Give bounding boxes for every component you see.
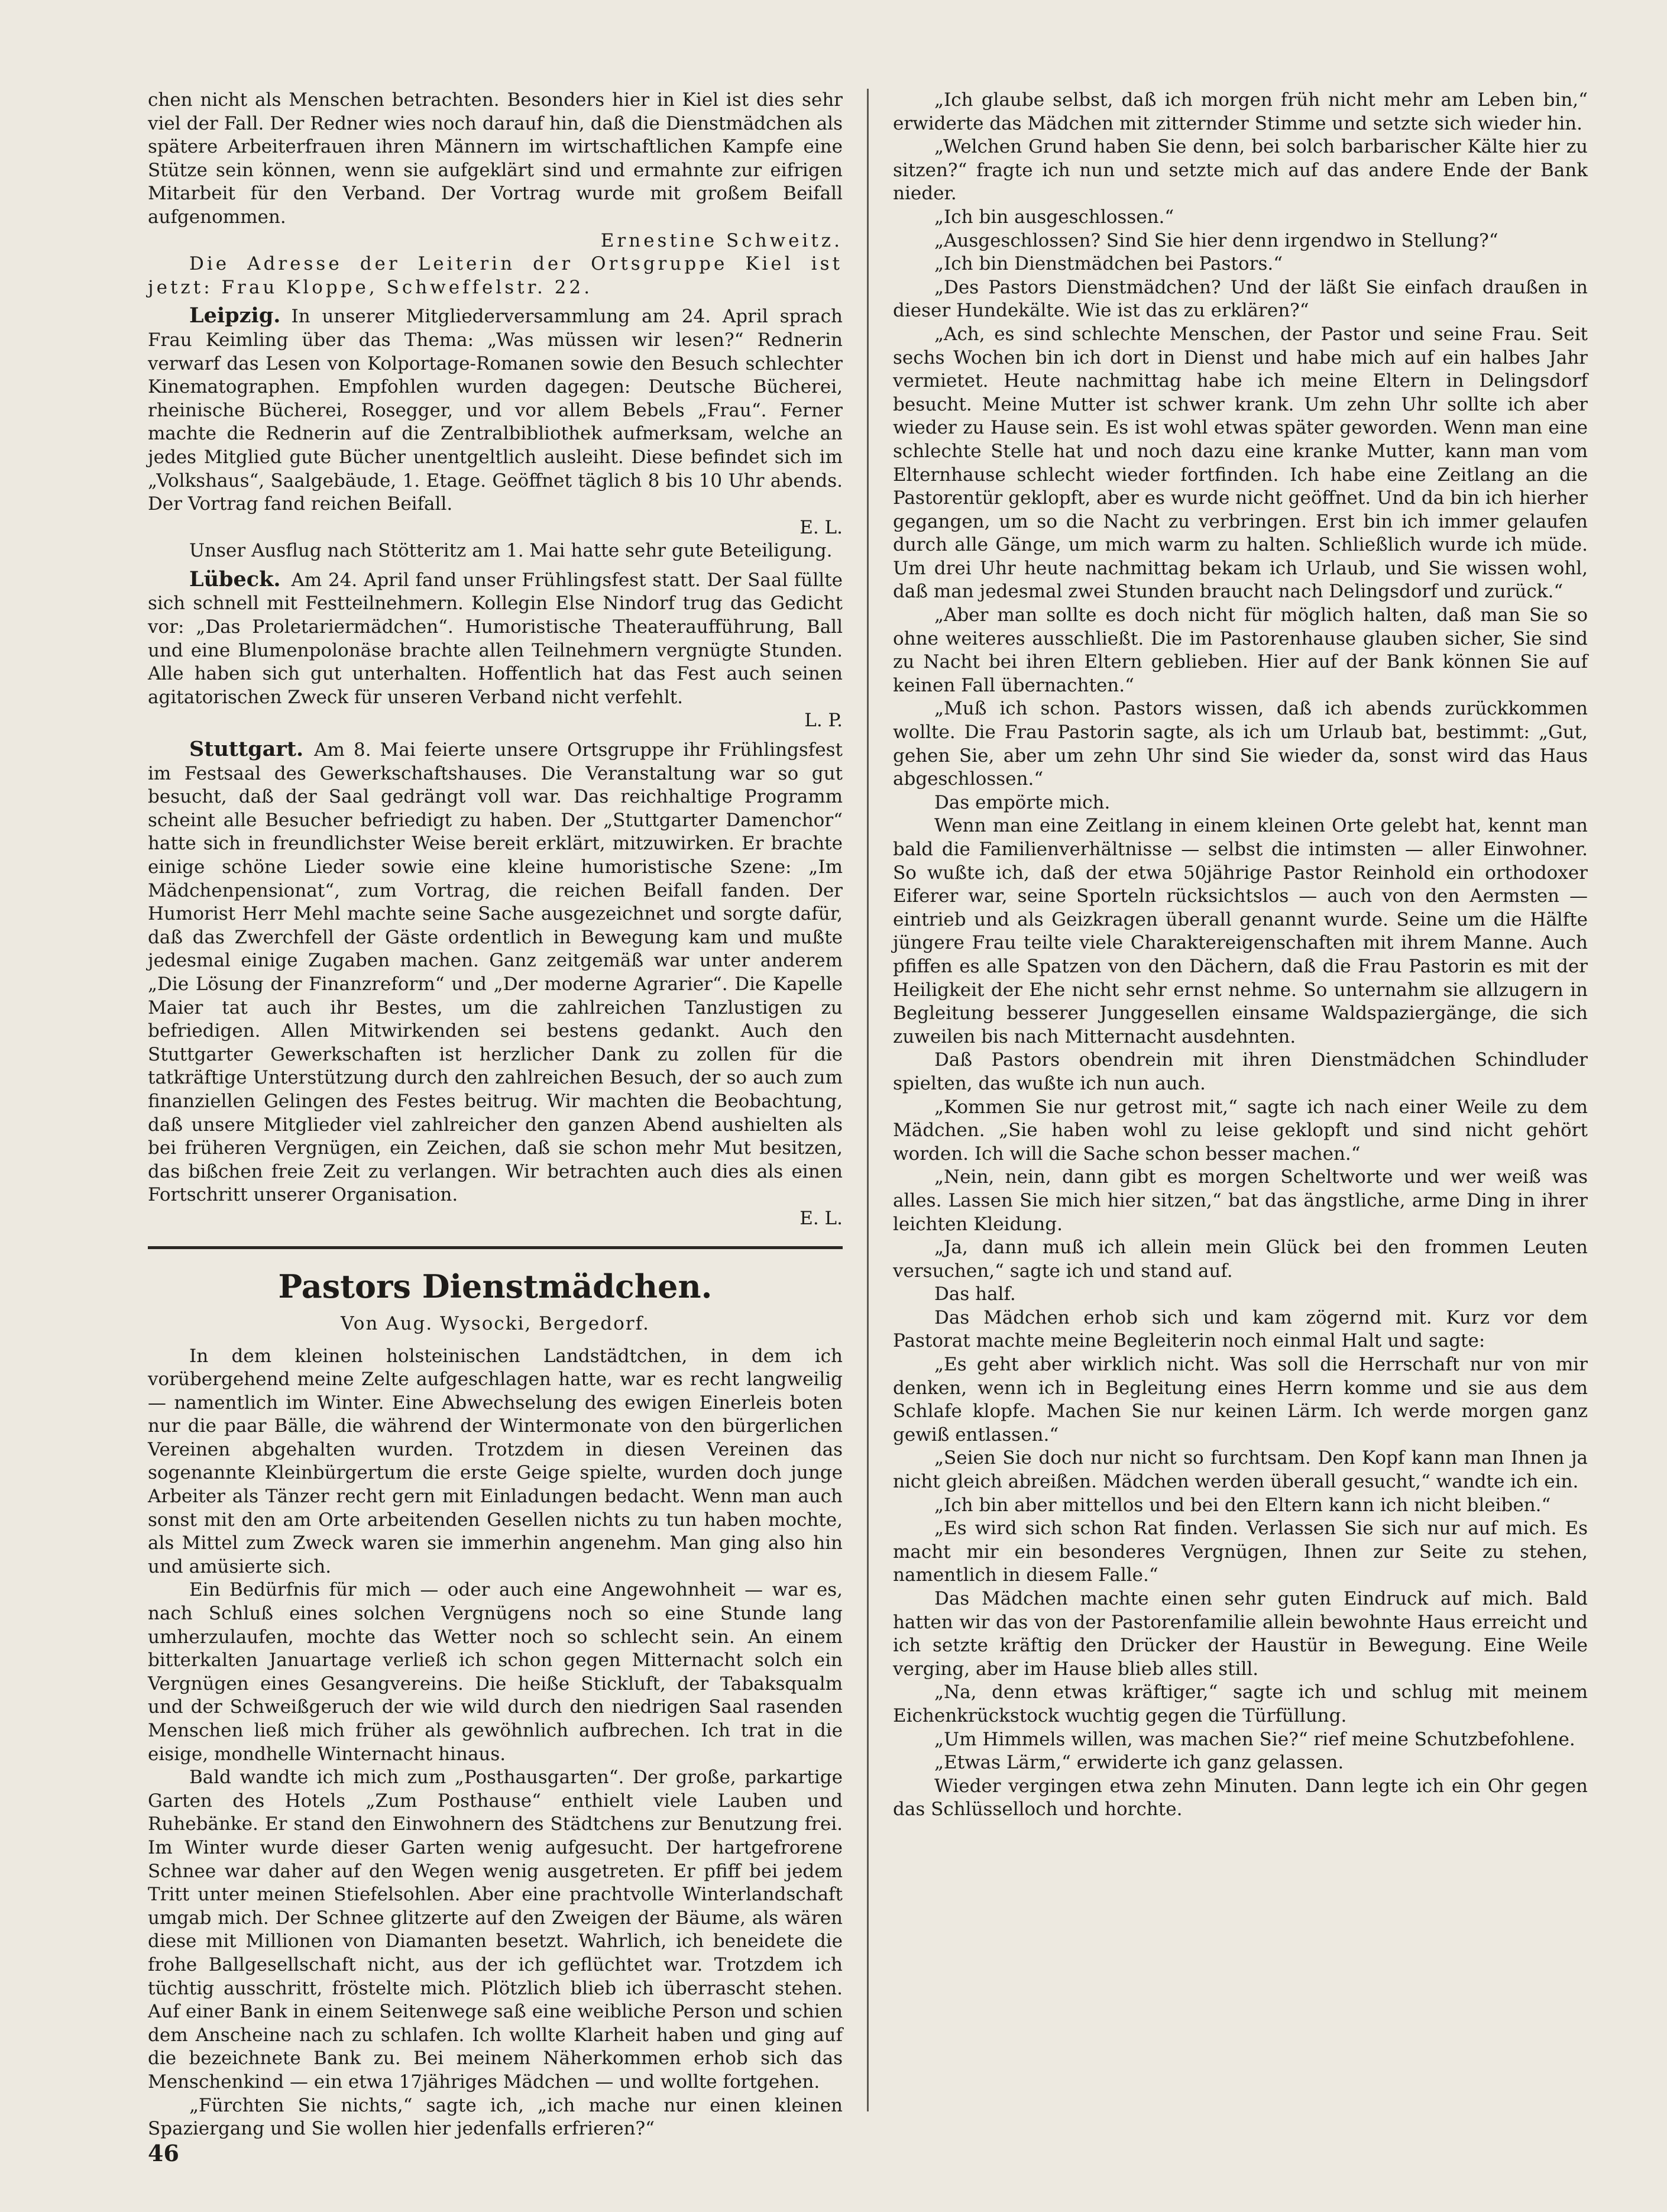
kiel-signature: Ernestine Schweitz. [600, 229, 843, 251]
story-byline: Von Aug. Wysocki, Bergedorf. [341, 1312, 650, 1334]
story-paragraph: Das empörte mich. [934, 791, 1111, 813]
story-paragraph: „Muß ich schon. Pastors wissen, daß ich abends zurückkommen wollte. Die Frau Pastorin sagte, als ich um Urlaub bat, bestimmt: „Gut, gehen Sie, aber um zehn Uhr sind Sie wieder da, sonst wird das Haus abgeschlossen.“ [893, 698, 1588, 790]
story-paragraph: „Welchen Grund haben Sie denn, bei solch barbarischer Kälte hier zu sitzen?“ fragte ich nun und setzte mich auf das andere Ende der Bank nieder. [893, 136, 1588, 205]
stuttgart-signature: E. L. [799, 1207, 843, 1229]
story-paragraph: „Nein, nein, dann gibt es morgen Scheltworte und wer weiß was alles. Lassen Sie mich hier sitzen,“ bat das ängstliche, arme Ding in ihrer leichten Kleidung. [893, 1166, 1588, 1235]
column-divider [867, 89, 869, 2111]
story-paragraph: „Seien Sie doch nur nicht so furchtsam. Den Kopf kann man Ihnen ja nicht gleich abreißen. Mädchen werden überall gesucht,“ wandte ich ein. [893, 1447, 1588, 1493]
stuttgart-report: Stuttgart. Am 8. Mai feierte unsere Ortsgruppe ihr Frühlingsfest im Festsaal des Gewerkschaftshauses. Die Veranstaltung war so gut besucht, daß der Saal gedrängt voll war. Das reichhaltige Programm scheint alle Besucher befriedigt zu haben. Der „Stuttgarter Damenchor“ hatte sich in freundlichster Weise bereit erklärt, mitzuwirken. Er brachte einige schöne Lieder sowie eine kleine humoristische Szene: „Im Mädchenpensionat“, zum Vortrag, die reichen Beifall fanden. Der Humorist Herr Mehl machte seine Sache ausgezeichnet und sorgte dafür, daß das Zwerchfell der Gäste ordentlich in Bewegung kam und mußte jedesmal einige Zugaben machen. Ganz zeitgemäß war unter anderem „Die Lösung der Finanzreform“ und „Der moderne Agrarier“. Die Kapelle Maier tat auch ihr Bestes, um die zahlreichen Tanzlustigen zu befriedigen. Allen Mitwirkenden sei bestens gedankt. Auch den Stuttgarter Gewerkschaften ist herzlicher Dank zu zollen für die tatkräftige Unterstützung durch den zahlreichen Besuch, der so auch zum finanziellen Gelingen des Festes beitrug. Wir machten die Beobachtung, daß unsere Mitglieder viel zahlreicher den ganzen Abend aushielten als bei früheren Vergnügen, ein Zeichen, daß sie schon mehr Mut besitzen, das bißchen freie Zeit zu verlangen. Wir betrachten auch dies als einen Fortschritt unserer Organisation. [148, 737, 843, 1206]
story-paragraph: Das half. [934, 1283, 1016, 1305]
story-paragraph: „Um Himmels willen, was machen Sie?“ rief meine Schutzbefohlene. [934, 1728, 1575, 1750]
page-number: 46 [148, 2140, 179, 2166]
section-divider [148, 1246, 843, 1249]
leipzig-report-2: Unser Ausflug nach Stötteritz am 1. Mai hatte sehr gute Beteiligung. [189, 540, 833, 562]
story-paragraph: „Des Pastors Dienstmädchen? Und der läßt Sie einfach draußen in dieser Hundekälte. Wie ist das zu erklären?“ [893, 276, 1588, 322]
story-paragraph: „Ausgeschlossen? Sind Sie hier denn irgendwo in Stellung?“ [934, 229, 1498, 251]
story-paragraph: „Etwas Lärm,“ erwiderte ich ganz gelassen. [934, 1752, 1344, 1774]
story-paragraph: „Na, denn etwas kräftiger,“ sagte ich und schlug mit meinem Eichenkrückstock wuchtig gegen die Türfüllung. [893, 1681, 1588, 1726]
story-paragraph: Das Mädchen erhob sich und kam zögernd mit. Kurz vor dem Pastorat machte meine Begleiterin noch einmal Halt und sagte: [893, 1306, 1588, 1352]
luebeck-report: Lübeck. Am 24. April fand unser Frühlingsfest statt. Der Saal füllte sich schnell mit Festteilnehmern. Kollegin Else Nindorf trug das Gedicht vor: „Das Proletariermädchen“. Humoristische Theateraufführung, Ball und eine Blumenpolonäse brachte allen Teilnehmern vergnügte Stunden. Alle haben sich gut unterhalten. Hoffentlich hat das Fest auch seinen agitatorischen Zweck für unseren Verband nicht verfehlt. [148, 567, 843, 708]
story-paragraph: „Aber man sollte es doch nicht für möglich halten, daß man Sie so ohne weiteres ausschließt. Die im Pastorenhause glauben sicher, Sie sind zu Nacht bei ihren Eltern geblieben. Hier auf der Bank können Sie auf keinen Fall übernachten.“ [893, 604, 1588, 696]
story-paragraph: „Ich bin ausgeschlossen.“ [934, 206, 1174, 228]
story-title: Pastors Dienstmädchen. [278, 1267, 713, 1305]
luebeck-heading: Lübeck. [189, 567, 281, 591]
right-column [893, 89, 1588, 1822]
story-paragraph: „Ich bin aber mittellos und bei den Eltern kann ich nicht bleiben.“ [934, 1494, 1551, 1516]
stuttgart-heading: Stuttgart. [189, 737, 304, 762]
story-paragraph: „Ja, dann muß ich allein mein Glück bei den frommen Leuten versuchen,“ sagte ich und stand auf. [893, 1237, 1588, 1282]
story-paragraph: Daß Pastors obendrein mit ihren Dienstmädchen Schindluder spielten, das wußte ich nun auch. [893, 1049, 1588, 1094]
story-paragraph: Ein Bedürfnis für mich — oder auch eine Angewohnheit — war es, nach Schluß eines solchen Vergnügens noch so eine Stunde lang umherzulaufen, mochte das Wetter noch so schlecht sein. An einem bitterkalten Januartage verließ ich schon gegen Mitternacht solch ein Vergnügen eines Gesangvereins. Die heiße Stickluft, der Tabaksqualm und der Schweißgeruch der wie wild durch den niedrigen Saal rasenden Menschen ließ mich früher als gewöhnlich aufbrechen. Ich trat in die eisige, mondhelle Winternacht hinaus. [148, 1579, 843, 1765]
story-paragraph: „Ich bin Dienstmädchen bei Pastors.“ [934, 253, 1283, 275]
story-paragraph: „Es geht aber wirklich nicht. Was soll die Herrschaft nur von mir denken, wenn ich in Begleitung eines Herrn komme und sie aus dem Schlafe klopfe. Machen Sie nur keinen Lärm. Ich werde morgen ganz gewiß entlassen.“ [893, 1354, 1588, 1445]
story-paragraph: Bald wandte ich mich zum „Posthausgarten“. Der große, parkartige Garten des Hotels „Zum Posthause“ enthielt viele Lauben und Ruhebänke. Er stand den Einwohnern des Städtchens zur Benutzung frei. Im Winter wurde dieser Garten wenig aufgesucht. Der hartgefrorene Schnee war daher auf den Wegen wenig ausgetreten. Er pfiff bei jedem Tritt unter meinen Stiefelsohlen. Aber eine prachtvolle Winterlandschaft umgab mich. Der Schnee glitzerte auf den Zweigen der Bäume, als wären diese mit Millionen von Diamanten besetzt. Wahrlich, ich beneidete die frohe Ballgesellschaft nicht, aus der ich geflüchtet war. Trotzdem ich tüchtig ausschritt, fröstelte mich. Plötzlich blieb ich überrascht stehen. Auf einer Bank in einem Seitenwege saß eine weibliche Person und schien dem Anscheine nach zu schlafen. Ich wollte Klarheit haben und ging auf die bezeichnete Bank zu. Bei meinem Näherkommen erhob sich das Menschenkind — ein etwa 17jähriges Mädchen — und wollte fortgehen. [148, 1767, 843, 2093]
story-paragraph: „Ach, es sind schlechte Menschen, der Pastor und seine Frau. Seit sechs Wochen bin ich dort in Dienst und habe mich auf ein halbes Jahr vermietet. Heute nachmittag habe ich meine Eltern in Delingsdorf besucht. Meine Mutter ist schwer krank. Um zehn Uhr sollte ich aber wieder zu Hause sein. Es ist wohl etwas später geworden. Wenn man eine schlechte Stelle hat und noch dazu eine kranke Mutter, kann man vom Elternhause schlecht wieder fortfinden. Ich habe eine Zeitlang an die Pastorentür geklopft, aber es wurde nicht geöffnet. Und da bin ich hierher gegangen, um so die Nacht zu verbringen. Erst bin ich immer gelaufen durch alle Gänge, um mich warm zu halten. Schließlich wurde ich müde. Um drei Uhr heute nachmittag bekam ich Urlaub, und Sie wissen wohl, daß man jedesmal zwei Stunden braucht nach Delingsdorf und zurück.“ [893, 323, 1588, 603]
story-paragraph: Das Mädchen machte einen sehr guten Eindruck auf mich. Bald hatten wir das von der Pastorenfamilie allein bewohnte Haus erreicht und ich setzte kräftig den Drücker der Haustür in Bewegung. Eine Weile verging, aber im Hause blieb alles still. [893, 1588, 1588, 1680]
story-paragraph: Wieder vergingen etwa zehn Minuten. Dann legte ich ein Ohr gegen das Schlüsselloch und horchte. [893, 1775, 1588, 1820]
leipzig-report: Leipzig. In unserer Mitgliederversammlung am 24. April sprach Frau Keimling über das Thema: „Was müssen wir lesen?“ Rednerin verwarf das Lesen von Kolportage-Romanen sowie den Besuch schlechter Kinematographen. Empfohlen wurden dagegen: Deutsche Bücherei, rheinische Bücherei, Rosegger, und vor allem Bebels „Frau“. Ferner machte die Rednerin auf die Zentralbibliothek aufmerksam, welche an jedes Mitglied gute Bücher unentgeltlich ausleiht. Diese befindet sich im „Volkshaus“, Saalgebäude, 1. Etage. Geöffnet täglich 8 bis 10 Uhr abends. Der Vortrag fand reichen Beifall. [148, 303, 843, 515]
story-paragraph: Wenn man eine Zeitlang in einem kleinen Orte gelebt hat, kennt man bald die Familienverhältnisse — selbst die intimsten — aller Einwohner. So wußte ich, daß der etwa 50jährige Pastor Reinhold ein orthodoxer Eiferer war, seine Sporteln rücksichtslos — auch von den Aermsten — eintrieb und als Geizkragen überall genannt wurde. Seine um die Hälfte jüngere Frau teilte viele Charaktereigenschaften mit ihrem Manne. Auch pfiffen es alle Spatzen von den Dächern, daß die Frau Pastorin es mit der Heiligkeit der Ehe nicht sehr ernst nehme. So unternahm sie allzugern in Begleitung besserer Junggesellen einsame Waldspaziergänge, die sich zuweilen bis nach Mitternacht ausdehnten. [893, 815, 1588, 1047]
leipzig-heading: Leipzig. [189, 303, 281, 328]
story-paragraph: In dem kleinen holsteinischen Landstädtchen, in dem ich vorübergehend meine Zelte aufgeschlagen hatte, war es recht langweilig — namentlich im Winter. Eine Abwechselung des ewigen Einerleis boten nur die paar Bälle, die während der Wintermonate von den bürgerlichen Vereinen abgehalten wurden. Trotzdem in diesen Vereinen das sogenannte Kleinbürgertum die erste Geige spielte, wurden doch junge Arbeiter als Tänzer recht gern mit Einladungen bedacht. Wenn man auch sonst mit den am Orte arbeitenden Gesellen nichts zu tun haben mochte, als Mittel zum Zweck waren sie immerhin angenehm. Man ging also hin und amüsierte sich. [148, 1345, 843, 1577]
kiel-report-end: chen nicht als Menschen betrachten. Besonders hier in Kiel ist dies sehr viel der Fall. Der Redner wies noch darauf hin, daß die Dienstmädchen als spätere Arbeiterfrauen ihren Männern im wirtschaftlichen Kampfe eine Stütze sein können, wenn sie aufgeklärt sind und ermahnte zur eifrigen Mitarbeit für den Verband. Der Vortrag wurde mit großem Beifall aufgenommen. [148, 89, 843, 228]
story-paragraph: „Fürchten Sie nichts,“ sagte ich, „ich mache nur einen kleinen Spaziergang und Sie wollen hier jedenfalls erfrieren?“ [148, 2094, 843, 2140]
story-paragraph: „Ich glaube selbst, daß ich morgen früh nicht mehr am Leben bin,“ erwiderte das Mädchen mit zitternder Stimme und setzte sich wieder hin. [893, 89, 1588, 134]
kiel-address-notice: Die Adresse der Leiterin der Ortsgruppe Kiel ist jetzt: Frau Kloppe, Schweffelstr. 22. [148, 253, 843, 298]
story-paragraph: „Kommen Sie nur getrost mit,“ sagte ich nach einer Weile zu dem Mädchen. „Sie haben wohl zu leise geklopft und sind nicht gehört worden. Ich will die Sache schon besser machen.“ [893, 1096, 1588, 1165]
left-column [148, 89, 843, 2141]
leipzig-signature: E. L. [799, 516, 843, 538]
story-paragraph: „Es wird sich schon Rat finden. Verlassen Sie sich nur auf mich. Es macht mir ein besonderes Vergnügen, Ihnen zur Seite zu stehen, namentlich in diesem Falle.“ [893, 1518, 1588, 1586]
luebeck-signature: L. P. [804, 710, 843, 732]
